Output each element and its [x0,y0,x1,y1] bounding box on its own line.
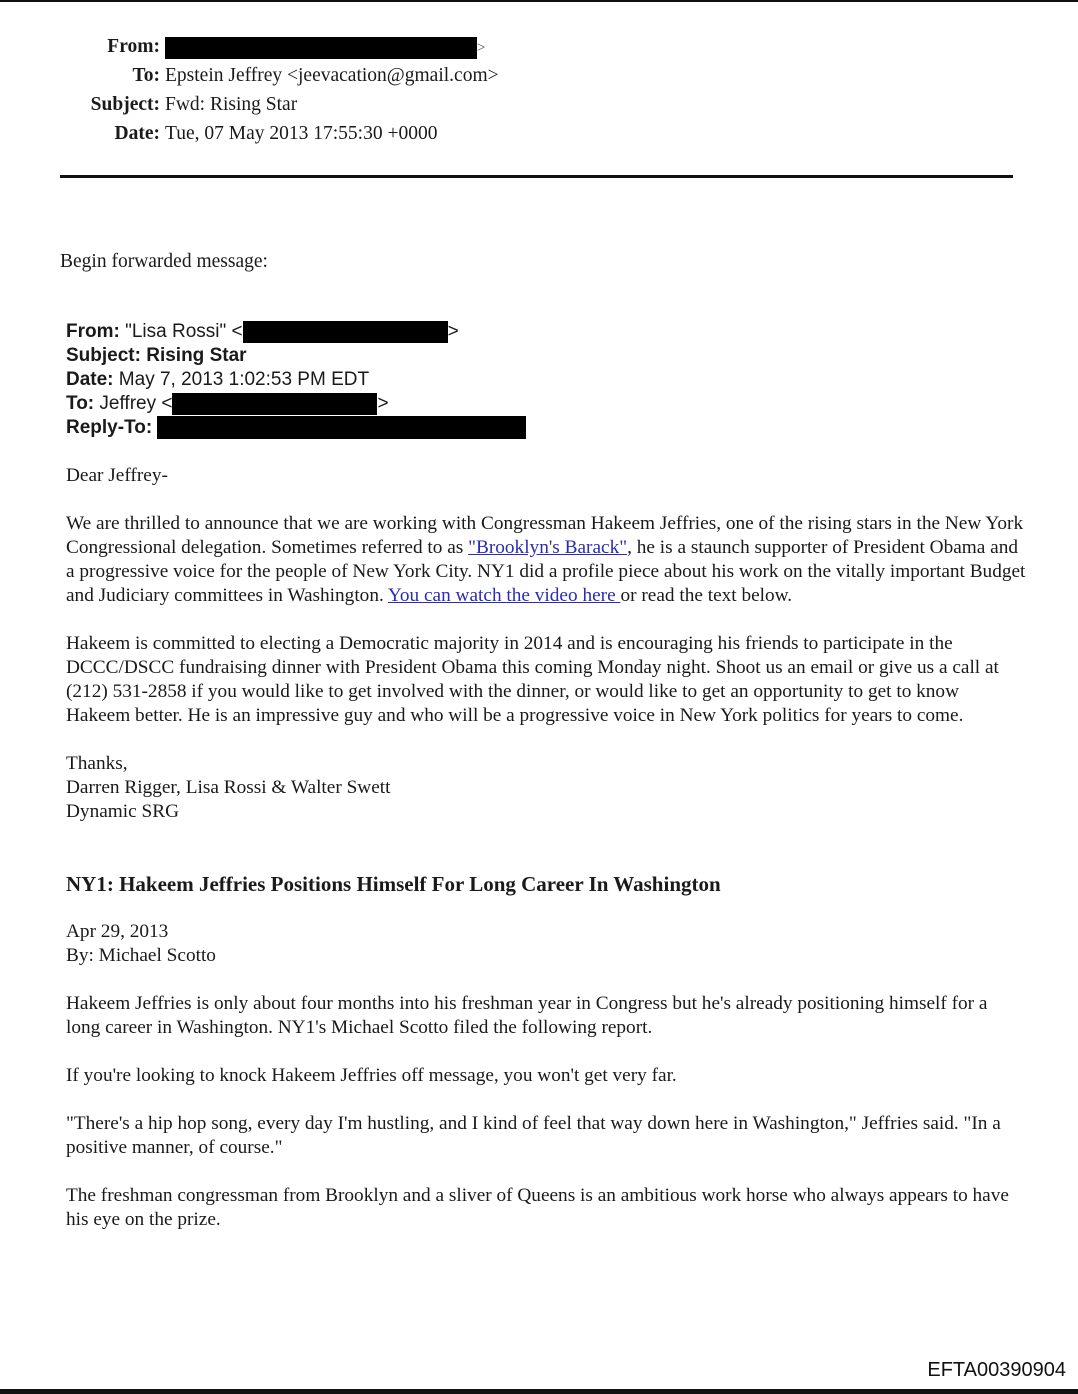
bates-number: EFTA00390904 [927,1359,1066,1381]
fwd-subject-row [66,344,526,368]
to-value: Epstein Jeffrey <jeevacation@gmail.com> [165,65,499,86]
paragraph-text: We are thrilled to announce that we are working with Congressman Hakeem Jeffries, one of the rising stars in the New York Congressional delegation. Sometimes referred to as [66,513,1024,558]
to-label: To: [132,65,160,86]
fwd-subject-value: Rising Star [146,345,247,366]
brooklyns-barack-link[interactable]: "Brooklyn's Barack" [468,537,628,558]
fwd-from-value: "Lisa Rossi" < [125,321,243,342]
article-paragraph: If you're looking to knock Hakeem Jeffries off message, you won't get very far. [66,1065,677,1086]
date-label: Date: [114,123,160,144]
fwd-from-suffix: > [447,321,459,342]
redaction-block [157,416,526,439]
fwd-to-suffix: > [377,393,389,414]
header-divider [60,175,1013,178]
fwd-from-row [66,320,526,344]
paragraph-text: , he is a staunch supporter of President Obama and a progressive voice for the people of New York City. NY1 did a profile piece about his work on the vitally important Budget and Judiciary committees in Washington. [66,537,1026,606]
paragraph-text: or read the text below. [620,585,793,606]
article-paragraph: Hakeem Jeffries is only about four months into his freshman year in Congress but he's already positioning himself for a long career in Washington. NY1's Michael Scotto filed the following report. [66,993,988,1038]
fwd-reply-to-row [66,416,526,440]
article-headline: NY1: Hakeem Jeffries Positions Himself For Long Career In Washington [66,872,721,896]
subject-label: Subject: [90,94,160,115]
forwarded-header [66,320,526,440]
signature [66,752,1026,824]
fwd-to-label: To: [66,393,95,414]
article-byline: By: Michael Scotto [66,945,216,966]
paragraph-fundraiser: Hakeem is committed to electing a Democratic majority in 2014 and is encouraging his friends to participate in the DCCC/DSCC fundraising dinner with President Obama this coming Monday night. Shoot us an email or give us a call at (212) 531-2858 if you would like to get involved with the dinner, or would like to get an opportunity to get to know Hakeem better. He is an impressive guy and who will be a progressive voice in New York politics for years to come. [66,633,999,726]
article-meta [66,920,1026,968]
signature-names: Darren Rigger, Lisa Rossi & Walter Swett [66,777,391,798]
redaction-block [172,393,377,415]
redaction-block [243,321,448,343]
fwd-subject-label: Subject: [66,345,141,366]
bottom-border [0,1389,1078,1394]
fwd-date-value: May 7, 2013 1:02:53 PM EDT [118,369,370,390]
subject-value: Fwd: Rising Star [165,94,298,115]
fwd-from-label: From: [66,321,120,342]
date-value: Tue, 07 May 2013 17:55:30 +0000 [165,123,438,144]
redaction-block [165,37,477,59]
top-border [0,0,1078,2]
paragraph-announcement [66,512,1026,608]
from-suffix: > [477,40,486,56]
message-body [66,464,1026,1256]
signature-thanks: Thanks, [66,753,128,774]
article-paragraph: The freshman congressman from Brooklyn and a sliver of Queens is an ambitious work horse who always appears to have his eye on the prize. [66,1185,1009,1230]
signature-org: Dynamic SRG [66,801,180,822]
fwd-date-label: Date: [66,369,114,390]
fwd-date-row [66,368,526,392]
fwd-reply-to-label: Reply-To: [66,417,153,438]
greeting: Dear Jeffrey- [66,465,168,486]
from-label: From: [107,36,160,57]
fwd-to-value: Jeffrey < [99,393,173,414]
fwd-to-row [66,392,526,416]
article-paragraph: "There's a hip hop song, every day I'm hustling, and I kind of feel that way down here in Washington," Jeffries said. "In a positive manner, of course." [66,1113,1001,1158]
article-date: Apr 29, 2013 [66,921,169,942]
begin-forwarded-label: Begin forwarded message: [60,251,268,272]
watch-video-link[interactable]: You can watch the video here [387,585,621,606]
